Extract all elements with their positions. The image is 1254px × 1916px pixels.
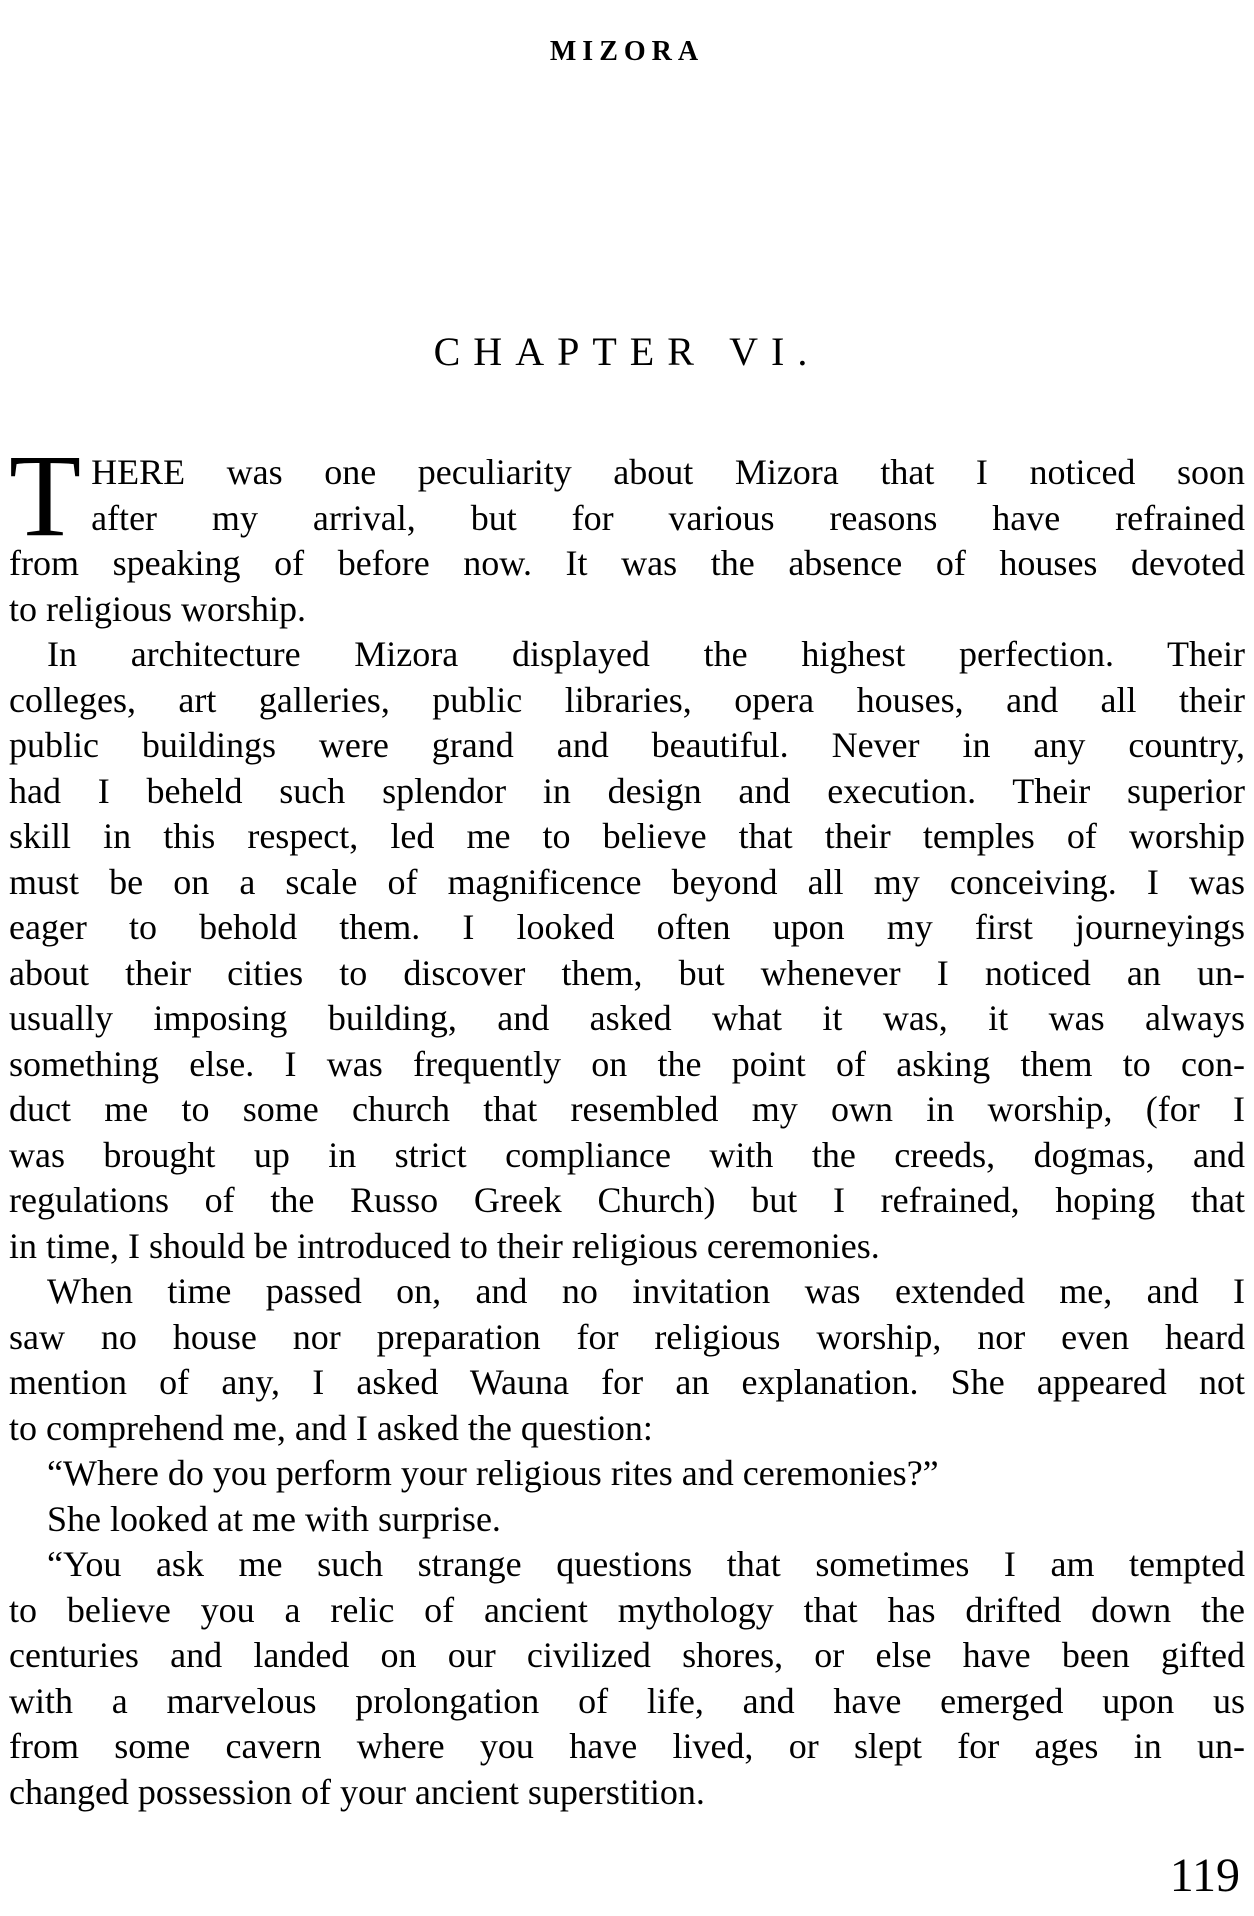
text-line: “You ask me such strange questions that sometimes I am tempted [47, 1544, 1245, 1584]
text-line: When time passed on, and no invitation was extended me, and I [47, 1271, 1245, 1311]
text-line: after my arrival, but for various reasons have refrained [91, 497, 1245, 538]
text-line: to comprehend me, and I asked the question: [9, 1407, 653, 1448]
running-header: MIZORA [549, 36, 705, 67]
text-line: with a marvelous prolongation of life, and have emerged upon us [9, 1680, 1245, 1721]
paragraph [9, 1451, 1245, 1497]
text-line: from some cavern where you have lived, or slept for ages in un- [9, 1726, 1245, 1766]
text-line: changed possession of your ancient superstition. [9, 1771, 705, 1812]
text-line: In architecture Mizora displayed the highest perfection. Their [47, 634, 1245, 674]
text-line: usually imposing building, and asked what it was, it was always [9, 998, 1245, 1038]
page-number: 119 [1169, 1849, 1240, 1902]
text-line: in time, I should be introduced to their religious ceremonies. [9, 1225, 880, 1266]
text-line: to believe you a relic of ancient mythology that has drifted down the [9, 1589, 1245, 1630]
text-line: eager to behold them. I looked often upon my first journeyings [9, 907, 1245, 947]
text-line: saw no house nor preparation for religious worship, nor even heard [9, 1316, 1245, 1357]
text-line: about their cities to discover them, but whenever I noticed an un- [9, 952, 1245, 993]
text-line: from speaking of before now. It was the absence of houses devoted [9, 543, 1245, 583]
text-line: regulations of the Russo Greek Church) but I refrained, hoping that [9, 1180, 1245, 1220]
text-line: must be on a scale of magnificence beyond all my conceiving. I was [9, 861, 1245, 902]
text-line: was brought up in strict compliance with the creeds, dogmas, and [9, 1134, 1245, 1175]
drop-cap: T [9, 430, 82, 561]
paragraph [9, 1497, 1245, 1543]
text-line: had I beheld such splendor in design and execution. Their superior [9, 770, 1245, 811]
text-line: colleges, art galleries, public libraries, opera houses, and all their [9, 679, 1245, 720]
text-line: HERE was one peculiarity about Mizora that I noticed soon [91, 452, 1245, 492]
text-line: to religious worship. [9, 588, 306, 629]
text-line: public buildings were grand and beautiful. Never in any country, [9, 725, 1245, 765]
paragraph [9, 632, 1245, 1269]
text-line: centuries and landed on our civilized shores, or else have been gifted [9, 1635, 1245, 1675]
text-line: “Where do you perform your religious rites and ceremonies?” [47, 1453, 939, 1493]
chapter-title: CHAPTER VI. [433, 329, 821, 374]
text-line: skill in this respect, led me to believe that their temples of worship [9, 816, 1245, 856]
text-line: mention of any, I asked Wauna for an explanation. She appeared not [9, 1362, 1245, 1402]
body-text [9, 430, 1245, 1815]
text-line: something else. I was frequently on the point of asking them to con- [9, 1043, 1245, 1084]
paragraph [9, 430, 1245, 632]
paragraph [9, 1269, 1245, 1451]
text-line: duct me to some church that resembled my own in worship, (for I [9, 1089, 1245, 1129]
text-line: She looked at me with surprise. [47, 1498, 501, 1539]
paragraph [9, 1542, 1245, 1815]
